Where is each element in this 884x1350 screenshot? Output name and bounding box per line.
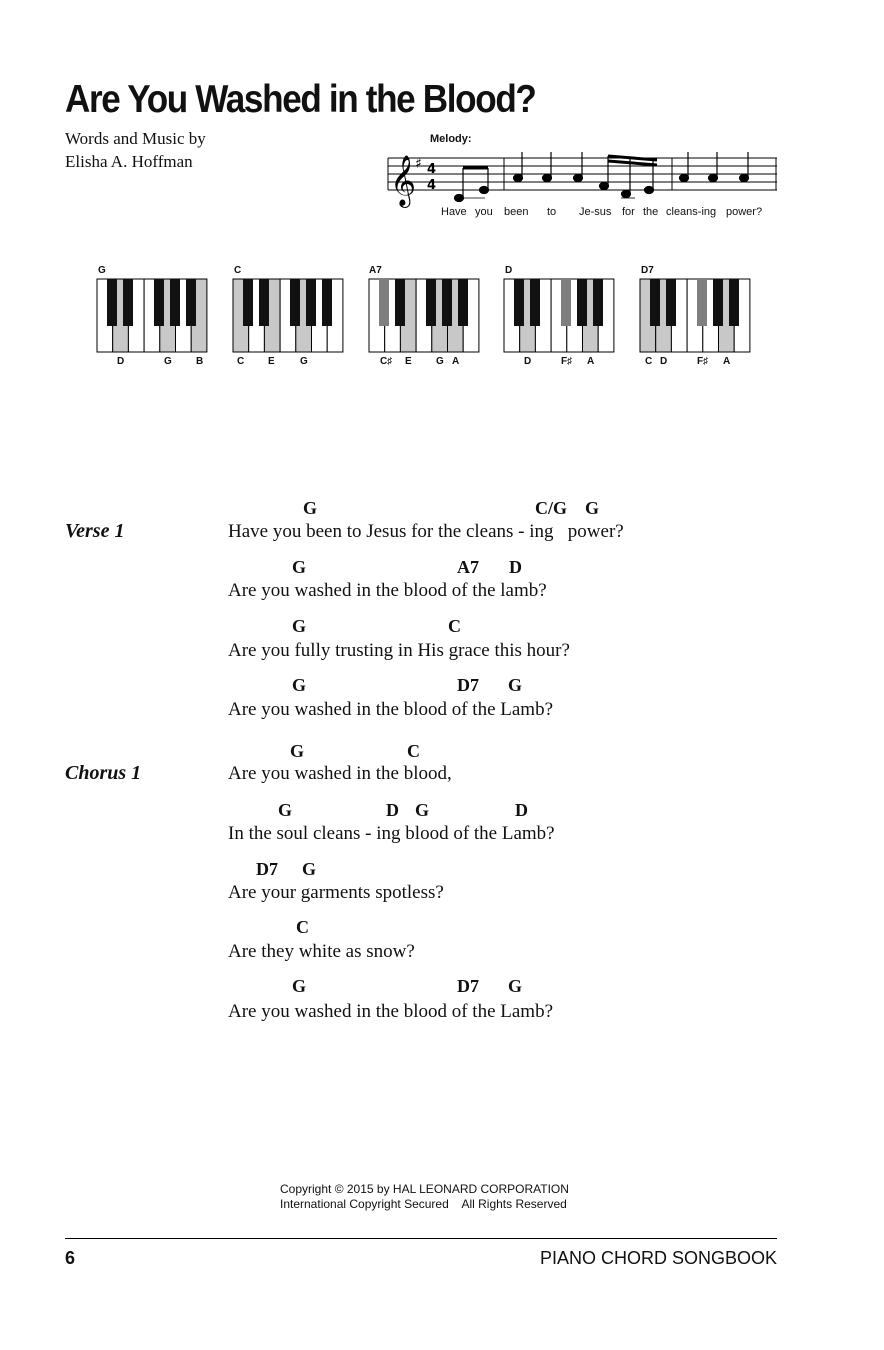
chord-symbol: C: [448, 616, 461, 636]
melody-label: Melody:: [430, 133, 472, 145]
chord-symbol: D7: [457, 976, 479, 996]
keyboard-diagram-g: [96, 278, 210, 354]
chord-symbol: C: [407, 741, 420, 761]
lyric-line: Are you washed in the blood,: [228, 763, 452, 784]
chord-symbol: G: [292, 675, 307, 695]
chord-symbol: D7: [457, 675, 479, 695]
chord-symbol: G: [292, 557, 307, 577]
chord-symbol: G: [585, 498, 600, 518]
melody-staff: [385, 140, 785, 210]
song-credits: [65, 127, 206, 173]
book-title: PIANO CHORD SONGBOOK: [539, 1248, 777, 1268]
chord-a7-note-1: C♯: [380, 356, 393, 367]
chord-a7-note-4: A: [452, 356, 460, 367]
section-label-chorus-1: Chorus 1: [65, 762, 142, 784]
chord-diagram-label-g: G: [98, 265, 106, 276]
chord-d7-note-1: C: [645, 356, 653, 367]
chord-symbol: C: [296, 917, 309, 937]
lyric-line: Are you fully trusting in His grace this hour?: [228, 640, 570, 661]
chord-symbol: D: [515, 800, 528, 820]
melody-lyric-9: power?: [726, 206, 763, 218]
chord-d-note-2: F♯: [561, 356, 573, 367]
chord-symbol: G: [278, 800, 293, 820]
chord-g-note-2: G: [164, 356, 172, 367]
chord-symbol: C/G: [535, 498, 568, 518]
melody-lyric-6: for: [622, 206, 635, 218]
chord-d7-note-4: A: [723, 356, 731, 367]
chord-g-note-1: D: [117, 356, 125, 367]
chord-symbol: G: [292, 616, 307, 636]
chord-a7-note-2: E: [405, 356, 412, 367]
lyric-line: In the soul cleans - ing blood of the Lamb?: [228, 823, 555, 844]
lyric-line: Are you washed in the blood of the Lamb?: [228, 1001, 554, 1022]
chord-symbol: D: [386, 800, 399, 820]
chord-symbol: G: [302, 859, 317, 879]
chord-c-note-3: G: [300, 356, 308, 367]
chord-symbol: A7: [457, 557, 479, 577]
chord-symbol: G: [415, 800, 430, 820]
time-signature-top: 4: [427, 162, 437, 177]
credits-line-2: Elisha A. Hoffman: [65, 152, 193, 171]
chord-diagram-label-c: C: [234, 265, 242, 276]
chord-diagram-label-d7: D7: [641, 265, 654, 276]
melody-lyric-5: Je-sus: [579, 206, 612, 218]
melody-lyric-7: the: [643, 206, 659, 218]
melody-lyric-1: Have: [441, 206, 467, 218]
chord-symbol: G: [508, 675, 523, 695]
chord-symbol: G: [292, 976, 307, 996]
melody-notes: [455, 152, 749, 202]
lyric-line: Are you washed in the blood of the Lamb?: [228, 699, 554, 720]
copyright-line-2: International Copyright Secured All Rights Reserved: [280, 1197, 567, 1211]
melody-lyric-8: cleans-ing: [666, 206, 717, 218]
copyright-line-1: Copyright © 2015 by HAL LEONARD CORPORATION: [280, 1182, 569, 1196]
chord-symbol: G: [303, 498, 318, 518]
chord-g-note-3: B: [196, 356, 204, 367]
chord-symbol: D7: [256, 859, 278, 879]
copyright-notice: [280, 1182, 569, 1212]
chord-symbol: G: [508, 976, 523, 996]
chord-d-note-3: A: [587, 356, 595, 367]
melody-lyric-3: been: [504, 206, 529, 218]
chord-c-note-2: E: [268, 356, 275, 367]
song-title: Are You Washed in the Blood?: [65, 78, 536, 121]
credits-line-1: Words and Music by: [65, 129, 206, 148]
chord-diagram-label-d: D: [505, 265, 513, 276]
chord-symbol: G: [290, 741, 305, 761]
sharp-icon: ♯: [415, 156, 422, 172]
footer-divider: [65, 1238, 777, 1239]
chord-c-note-1: C: [237, 356, 245, 367]
keyboard-diagram-d: [503, 278, 617, 354]
melody-lyric-2: you: [475, 206, 493, 218]
section-label-verse-1: Verse 1: [65, 520, 125, 542]
chord-d7-note-3: F♯: [697, 356, 709, 367]
chord-d7-note-2: D: [660, 356, 668, 367]
treble-clef-icon: 𝄞: [390, 155, 417, 206]
keyboard-diagram-d7: [639, 278, 753, 354]
time-signature-bottom: 4: [427, 178, 437, 193]
lyric-line: Are you washed in the blood of the lamb?: [228, 580, 547, 601]
chord-diagram-label-a7: A7: [369, 265, 382, 276]
melody-lyric-4: to: [547, 206, 557, 218]
chord-a7-note-3: G: [436, 356, 444, 367]
keyboard-diagram-c: [232, 278, 346, 354]
chord-d-note-1: D: [524, 356, 532, 367]
keyboard-diagram-a7: [368, 278, 482, 354]
lyric-line: Are your garments spotless?: [228, 882, 444, 903]
lyric-line: Have you been to Jesus for the cleans - ing power?: [228, 521, 624, 542]
chord-symbol: D: [509, 557, 522, 577]
page-number: 6: [65, 1248, 76, 1268]
lyric-line: Are they white as snow?: [228, 941, 415, 962]
